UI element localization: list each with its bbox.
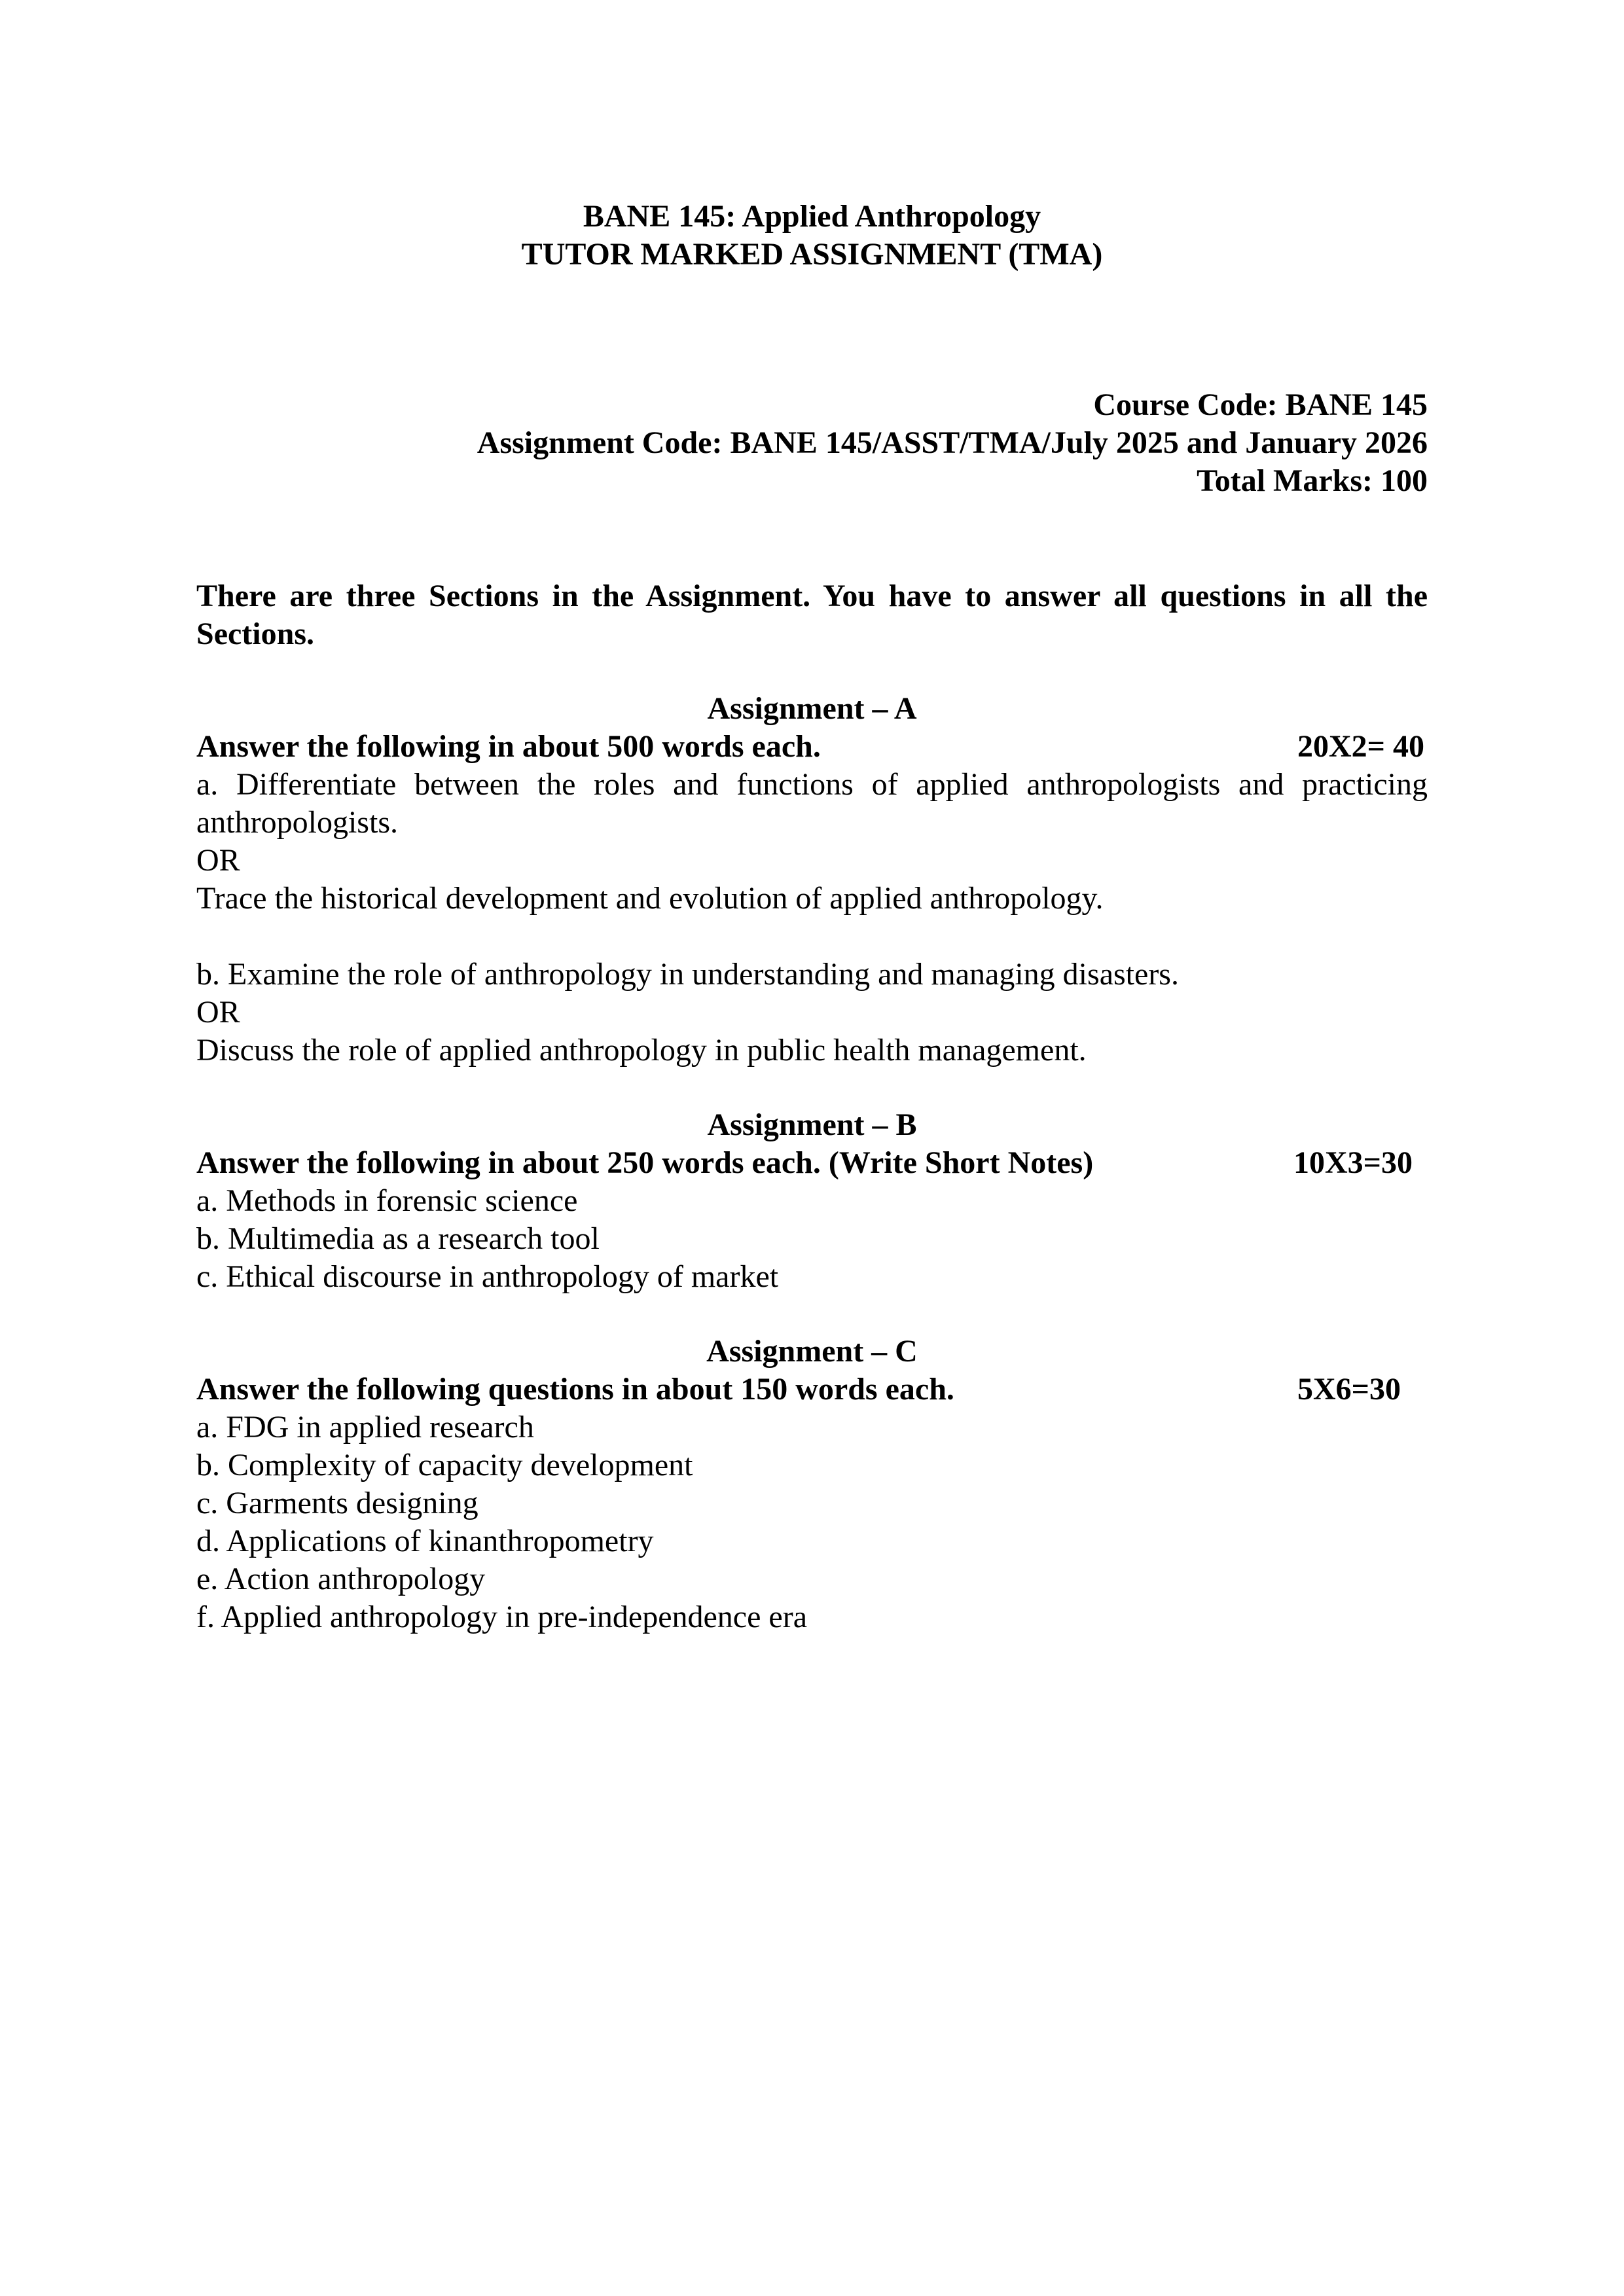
section-c-marks: 5X6=30 bbox=[1297, 1372, 1401, 1407]
section-a-or-2: OR bbox=[196, 995, 240, 1030]
course-code: Course Code: BANE 145 bbox=[1093, 387, 1428, 422]
section-a-question-b-alt: Discuss the role of applied anthropology in public health management. bbox=[196, 1033, 1087, 1067]
section-a-heading: Assignment – A bbox=[707, 691, 917, 726]
section-c-item: b. Complexity of capacity development bbox=[196, 1448, 693, 1482]
section-b-item: a. Methods in forensic science bbox=[196, 1183, 578, 1218]
section-a-instruction: Answer the following in about 500 words each. bbox=[196, 729, 821, 764]
general-instruction-line1: There are three Sections in the Assignment. You have to answer all questions in all the bbox=[196, 579, 1428, 613]
section-b-item: c. Ethical discourse in anthropology of market bbox=[196, 1259, 779, 1294]
document-title: BANE 145: Applied Anthropology bbox=[583, 199, 1041, 234]
section-c-item: c. Garments designing bbox=[196, 1486, 478, 1520]
general-instruction-line2: Sections. bbox=[196, 617, 314, 651]
section-b-marks: 10X3=30 bbox=[1293, 1145, 1413, 1180]
section-a-question-a-line1: a. Differentiate between the roles and functions of applied anthropologists and practicing bbox=[196, 767, 1428, 802]
section-b-instruction: Answer the following in about 250 words each. (Write Short Notes) bbox=[196, 1145, 1094, 1180]
section-a-question-a-line2: anthropologists. bbox=[196, 805, 398, 840]
section-b-heading: Assignment – B bbox=[707, 1107, 917, 1142]
section-a-question-a-alt: Trace the historical development and evolution of applied anthropology. bbox=[196, 881, 1104, 916]
section-b-item: b. Multimedia as a research tool bbox=[196, 1221, 600, 1256]
document-subtitle: TUTOR MARKED ASSIGNMENT (TMA) bbox=[521, 237, 1103, 272]
section-a-question-b: b. Examine the role of anthropology in understanding and managing disasters. bbox=[196, 957, 1179, 992]
section-a-or-1: OR bbox=[196, 843, 240, 878]
section-c-item: e. Action anthropology bbox=[196, 1562, 486, 1596]
total-marks: Total Marks: 100 bbox=[1197, 463, 1428, 498]
section-c-item: a. FDG in applied research bbox=[196, 1410, 534, 1444]
section-c-item: f. Applied anthropology in pre-independence era bbox=[196, 1600, 807, 1634]
section-a-marks: 20X2= 40 bbox=[1297, 729, 1425, 764]
section-c-item: d. Applications of kinanthropometry bbox=[196, 1524, 654, 1558]
section-c-instruction: Answer the following questions in about 150 words each. bbox=[196, 1372, 954, 1407]
section-c-heading: Assignment – C bbox=[706, 1334, 918, 1369]
assignment-code: Assignment Code: BANE 145/ASST/TMA/July 2025 and January 2026 bbox=[477, 425, 1428, 460]
